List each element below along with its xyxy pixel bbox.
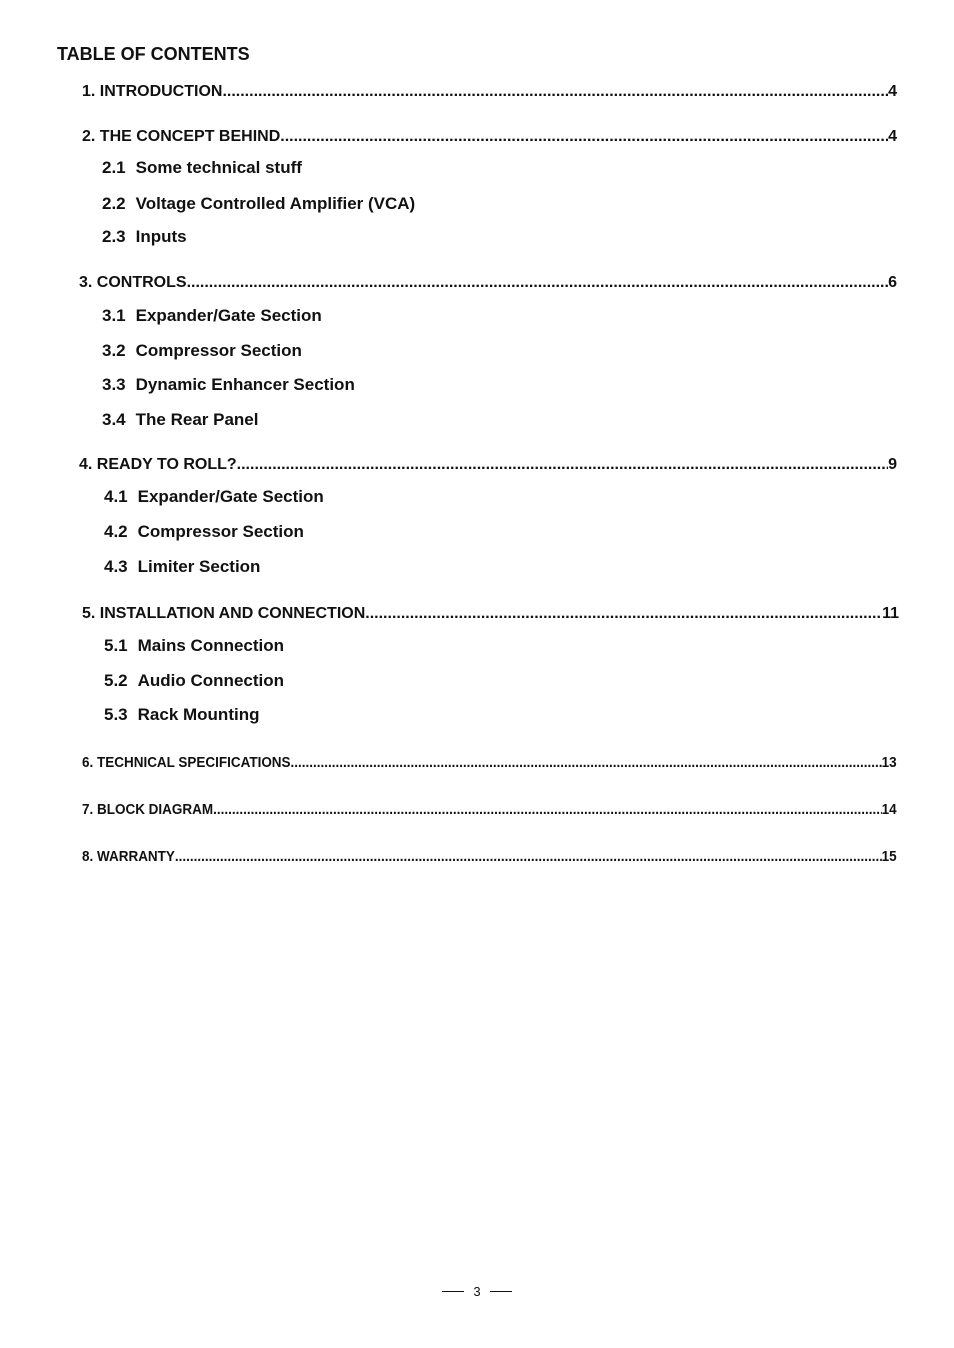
toc-entry-title: CONTROLS — [96, 274, 187, 291]
toc-subentry-compressor[interactable] — [102, 341, 302, 361]
toc-entry-title: THE CONCEPT BEHIND — [99, 128, 281, 145]
dot-leader — [187, 273, 889, 293]
footer-rule-left — [442, 1291, 464, 1292]
toc-subentry-number: 2.3 — [102, 227, 126, 246]
dot-leader — [291, 753, 882, 773]
toc-subentry-number: 3.1 — [102, 306, 126, 325]
toc-entry-number: 2. — [82, 128, 96, 145]
toc-entry-number: 5. — [82, 605, 96, 622]
toc-entry-introduction[interactable] — [82, 82, 897, 102]
toc-entry-page: 6 — [888, 274, 897, 291]
toc-subentry-title: Limiter Section — [137, 557, 261, 576]
toc-subentry-number: 4.1 — [104, 487, 128, 506]
toc-subentry-rear-panel[interactable] — [102, 410, 258, 430]
toc-entry-warranty[interactable] — [82, 847, 897, 867]
toc-subentry-title: Expander/Gate Section — [137, 487, 324, 506]
toc-subentry-inputs[interactable] — [102, 227, 187, 247]
toc-entry-page: 9 — [888, 456, 897, 473]
toc-subentry-number: 2.1 — [102, 158, 126, 177]
toc-entry-ready-to-roll[interactable] — [79, 455, 897, 475]
toc-subentry-title: Voltage Controlled Amplifier (VCA) — [135, 194, 416, 213]
dot-leader — [365, 604, 882, 624]
toc-entry-title: INSTALLATION AND CONNECTION — [99, 605, 366, 622]
toc-subentry-rack-mounting[interactable] — [104, 705, 259, 725]
toc-entry-number: 8. — [82, 849, 94, 865]
dot-leader — [213, 800, 882, 820]
toc-subentry-title: The Rear Panel — [135, 410, 259, 429]
toc-subentry-number: 4.2 — [104, 522, 128, 541]
toc-subentry-technical-stuff[interactable] — [102, 158, 302, 178]
toc-entry-number: 7. — [82, 802, 94, 818]
toc-subentry-number: 5.1 — [104, 636, 128, 655]
toc-subentry-title: Some technical stuff — [135, 158, 302, 177]
toc-subentry-expander-gate[interactable] — [102, 306, 322, 326]
toc-entry-number: 4. — [79, 456, 93, 473]
toc-subentry-title: Rack Mounting — [137, 705, 260, 724]
toc-subentry-dynamic-enhancer[interactable] — [102, 375, 355, 395]
toc-subentry-title: Compressor Section — [135, 341, 302, 360]
toc-entry-title: WARRANTY — [96, 849, 175, 865]
toc-subentry-number: 5.2 — [104, 671, 128, 690]
toc-subentry-number: 5.3 — [104, 705, 128, 724]
toc-entry-block-diagram[interactable] — [82, 800, 897, 820]
toc-entry-number: 3. — [79, 274, 93, 291]
toc-subentry-audio-connection[interactable] — [104, 671, 284, 691]
toc-entry-technical-specifications[interactable] — [82, 753, 897, 773]
toc-entry-title: INTRODUCTION — [99, 83, 223, 100]
toc-entry-number: 6. — [82, 755, 94, 771]
toc-entry-page: 15 — [881, 849, 897, 865]
toc-subentry-title: Inputs — [135, 227, 187, 246]
toc-entry-installation-connection[interactable] — [82, 604, 899, 624]
toc-entry-concept-behind[interactable] — [82, 127, 897, 147]
toc-subentry-expander-gate[interactable] — [104, 487, 324, 507]
page-number: 3 — [473, 1284, 481, 1299]
dot-leader — [222, 82, 888, 102]
toc-entry-page: 13 — [881, 755, 897, 771]
toc-entry-page: 4 — [888, 83, 897, 100]
toc-subentry-title: Compressor Section — [137, 522, 304, 541]
toc-entry-title: BLOCK DIAGRAM — [96, 802, 214, 818]
toc-subentry-mains-connection[interactable] — [104, 636, 284, 656]
toc-subentry-number: 3.2 — [102, 341, 126, 360]
toc-entry-title: TECHNICAL SPECIFICATIONS — [96, 755, 291, 771]
toc-subentry-title: Mains Connection — [137, 636, 285, 655]
toc-subentry-limiter[interactable] — [104, 557, 260, 577]
toc-entry-page: 4 — [888, 128, 897, 145]
toc-subentry-compressor[interactable] — [104, 522, 304, 542]
toc-entry-controls[interactable] — [79, 273, 897, 293]
toc-subentry-number: 3.4 — [102, 410, 126, 429]
page-title: TABLE OF CONTENTS — [57, 44, 250, 64]
dot-leader — [280, 127, 888, 147]
toc-entry-title: READY TO ROLL? — [96, 456, 237, 473]
toc-entry-page: 11 — [882, 605, 899, 622]
footer-rule-right — [490, 1291, 512, 1292]
toc-entry-page: 14 — [881, 802, 897, 818]
page-footer — [0, 1284, 954, 1299]
toc-subentry-title: Expander/Gate Section — [135, 306, 322, 325]
toc-subentry-vca[interactable] — [102, 194, 415, 214]
toc-entry-number: 1. — [82, 83, 96, 100]
toc-subentry-title: Audio Connection — [137, 671, 285, 690]
dot-leader — [237, 455, 888, 475]
toc-subentry-number: 4.3 — [104, 557, 128, 576]
toc-subentry-number: 2.2 — [102, 194, 126, 213]
dot-leader — [175, 847, 882, 867]
toc-subentry-title: Dynamic Enhancer Section — [135, 375, 355, 394]
toc-subentry-number: 3.3 — [102, 375, 126, 394]
